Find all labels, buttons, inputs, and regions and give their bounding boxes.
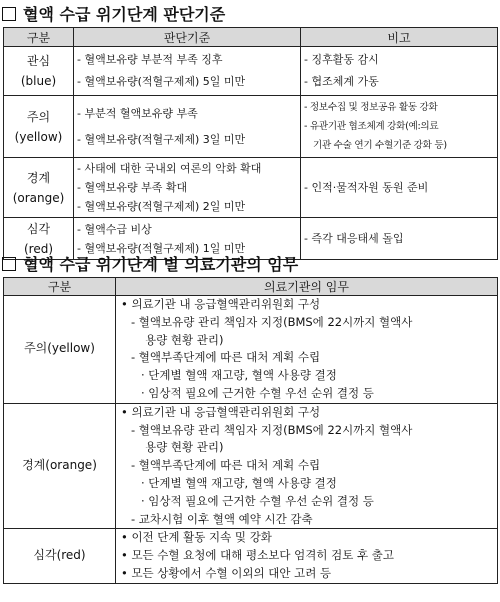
duty-cell: • 의료기관 내 응급혈액관리위원회 구성 - 혈액보유량 관리 책임자 지정(BMS에 22시까지 혈액사 용량 현황 관리) - 혈액부족단계에 따른 대처 계획 수립 · 단계별 혈액 재고량, 혈액 사용량 결정 · 임상적 필요에 근거한 수혈 우선 순위 결정 등 - 교차시험 이후 혈액 예약 시간 감축: [116, 403, 498, 529]
table-row: [4, 158, 498, 218]
stage-cell: 경계(orange): [4, 403, 116, 529]
section2-title: 혈액 수급 위기단계 별 의료기관의 임무: [2, 252, 298, 275]
stage-cell: [4, 158, 74, 218]
table-row: [4, 403, 498, 529]
stage-cell: 주의(yellow): [4, 296, 116, 404]
criteria-cell: - 사태에 대한 국내외 여론의 악화 확대 - 혈액보유량 부족 확대 - 혈액보유량(적혈구제제) 2일 미만: [74, 158, 301, 218]
header-category: 구분: [4, 28, 74, 47]
header-duty: 의료기관의 임무: [116, 278, 498, 296]
stage-cell: [4, 96, 74, 158]
criteria-cell: - 혈액보유량 부분적 부족 징후 - 혈액보유량(적혈구제제) 5일 미만: [74, 47, 301, 96]
header-note: 비고: [301, 28, 498, 47]
stage-color: (red): [23, 241, 54, 256]
note-cell: - 정보수집 및 정보공유 활동 강화 - 유관기관 협조체계 강화(예:의료 기관 수술 연기 수혈기준 강화 등): [301, 96, 498, 158]
table-row: [4, 296, 498, 404]
criteria-cell: - 부분적 혈액보유량 부족 - 혈액보유량(적혈구제제) 3일 미만: [74, 96, 301, 158]
hospital-duty-table: [3, 277, 498, 584]
header-criteria: 판단기준: [74, 28, 301, 47]
table-row: [4, 47, 498, 96]
stage-name: 관심: [26, 54, 51, 68]
table-header-row: [4, 28, 498, 47]
table-header-row: [4, 278, 498, 296]
duty-cell: • 의료기관 내 응급혈액관리위원회 구성 - 혈액보유량 관리 책임자 지정(BMS에 22시까지 혈액사 용량 현황 관리) - 혈액부족단계에 따른 대처 계획 수립 · 단계별 혈액 재고량, 혈액 사용량 결정 · 임상적 필요에 근거한 수혈 우선 순위 결정 등: [116, 296, 498, 404]
duty-cell: • 이전 단계 활동 지속 및 강화 • 모든 수혈 요청에 대해 평소보다 엄격히 검토 후 출고 • 모든 상황에서 수혈 이외의 대안 고려 등: [116, 529, 498, 583]
criteria-cell: - 혈액수급 비상 - 혈액보유량(적혈구제제) 1일 미만: [74, 218, 301, 260]
table-row: [4, 96, 498, 158]
stage-color: (blue): [20, 74, 57, 88]
stage-name: 주의: [26, 109, 51, 124]
crisis-criteria-table: [3, 27, 498, 260]
stage-name: 경계: [26, 170, 51, 185]
header-category: 구분: [4, 278, 116, 296]
note-cell: - 징후활동 감시 - 협조체계 가동: [301, 47, 498, 96]
note-cell: - 즉각 대응태세 돌입: [301, 218, 498, 260]
checkbox-square-icon: [2, 7, 16, 21]
checkbox-square-icon: [2, 257, 16, 271]
stage-color: (orange): [12, 190, 65, 205]
stage-name: 심각: [26, 221, 51, 236]
table-row: [4, 529, 498, 583]
section1-title: 혈액 수급 위기단계 판단기준: [2, 2, 225, 25]
note-cell: - 인적·물적자원 동원 준비: [301, 158, 498, 218]
stage-cell: [4, 47, 74, 96]
stage-color: (yellow): [14, 129, 63, 144]
stage-cell: 심각(red): [4, 529, 116, 583]
